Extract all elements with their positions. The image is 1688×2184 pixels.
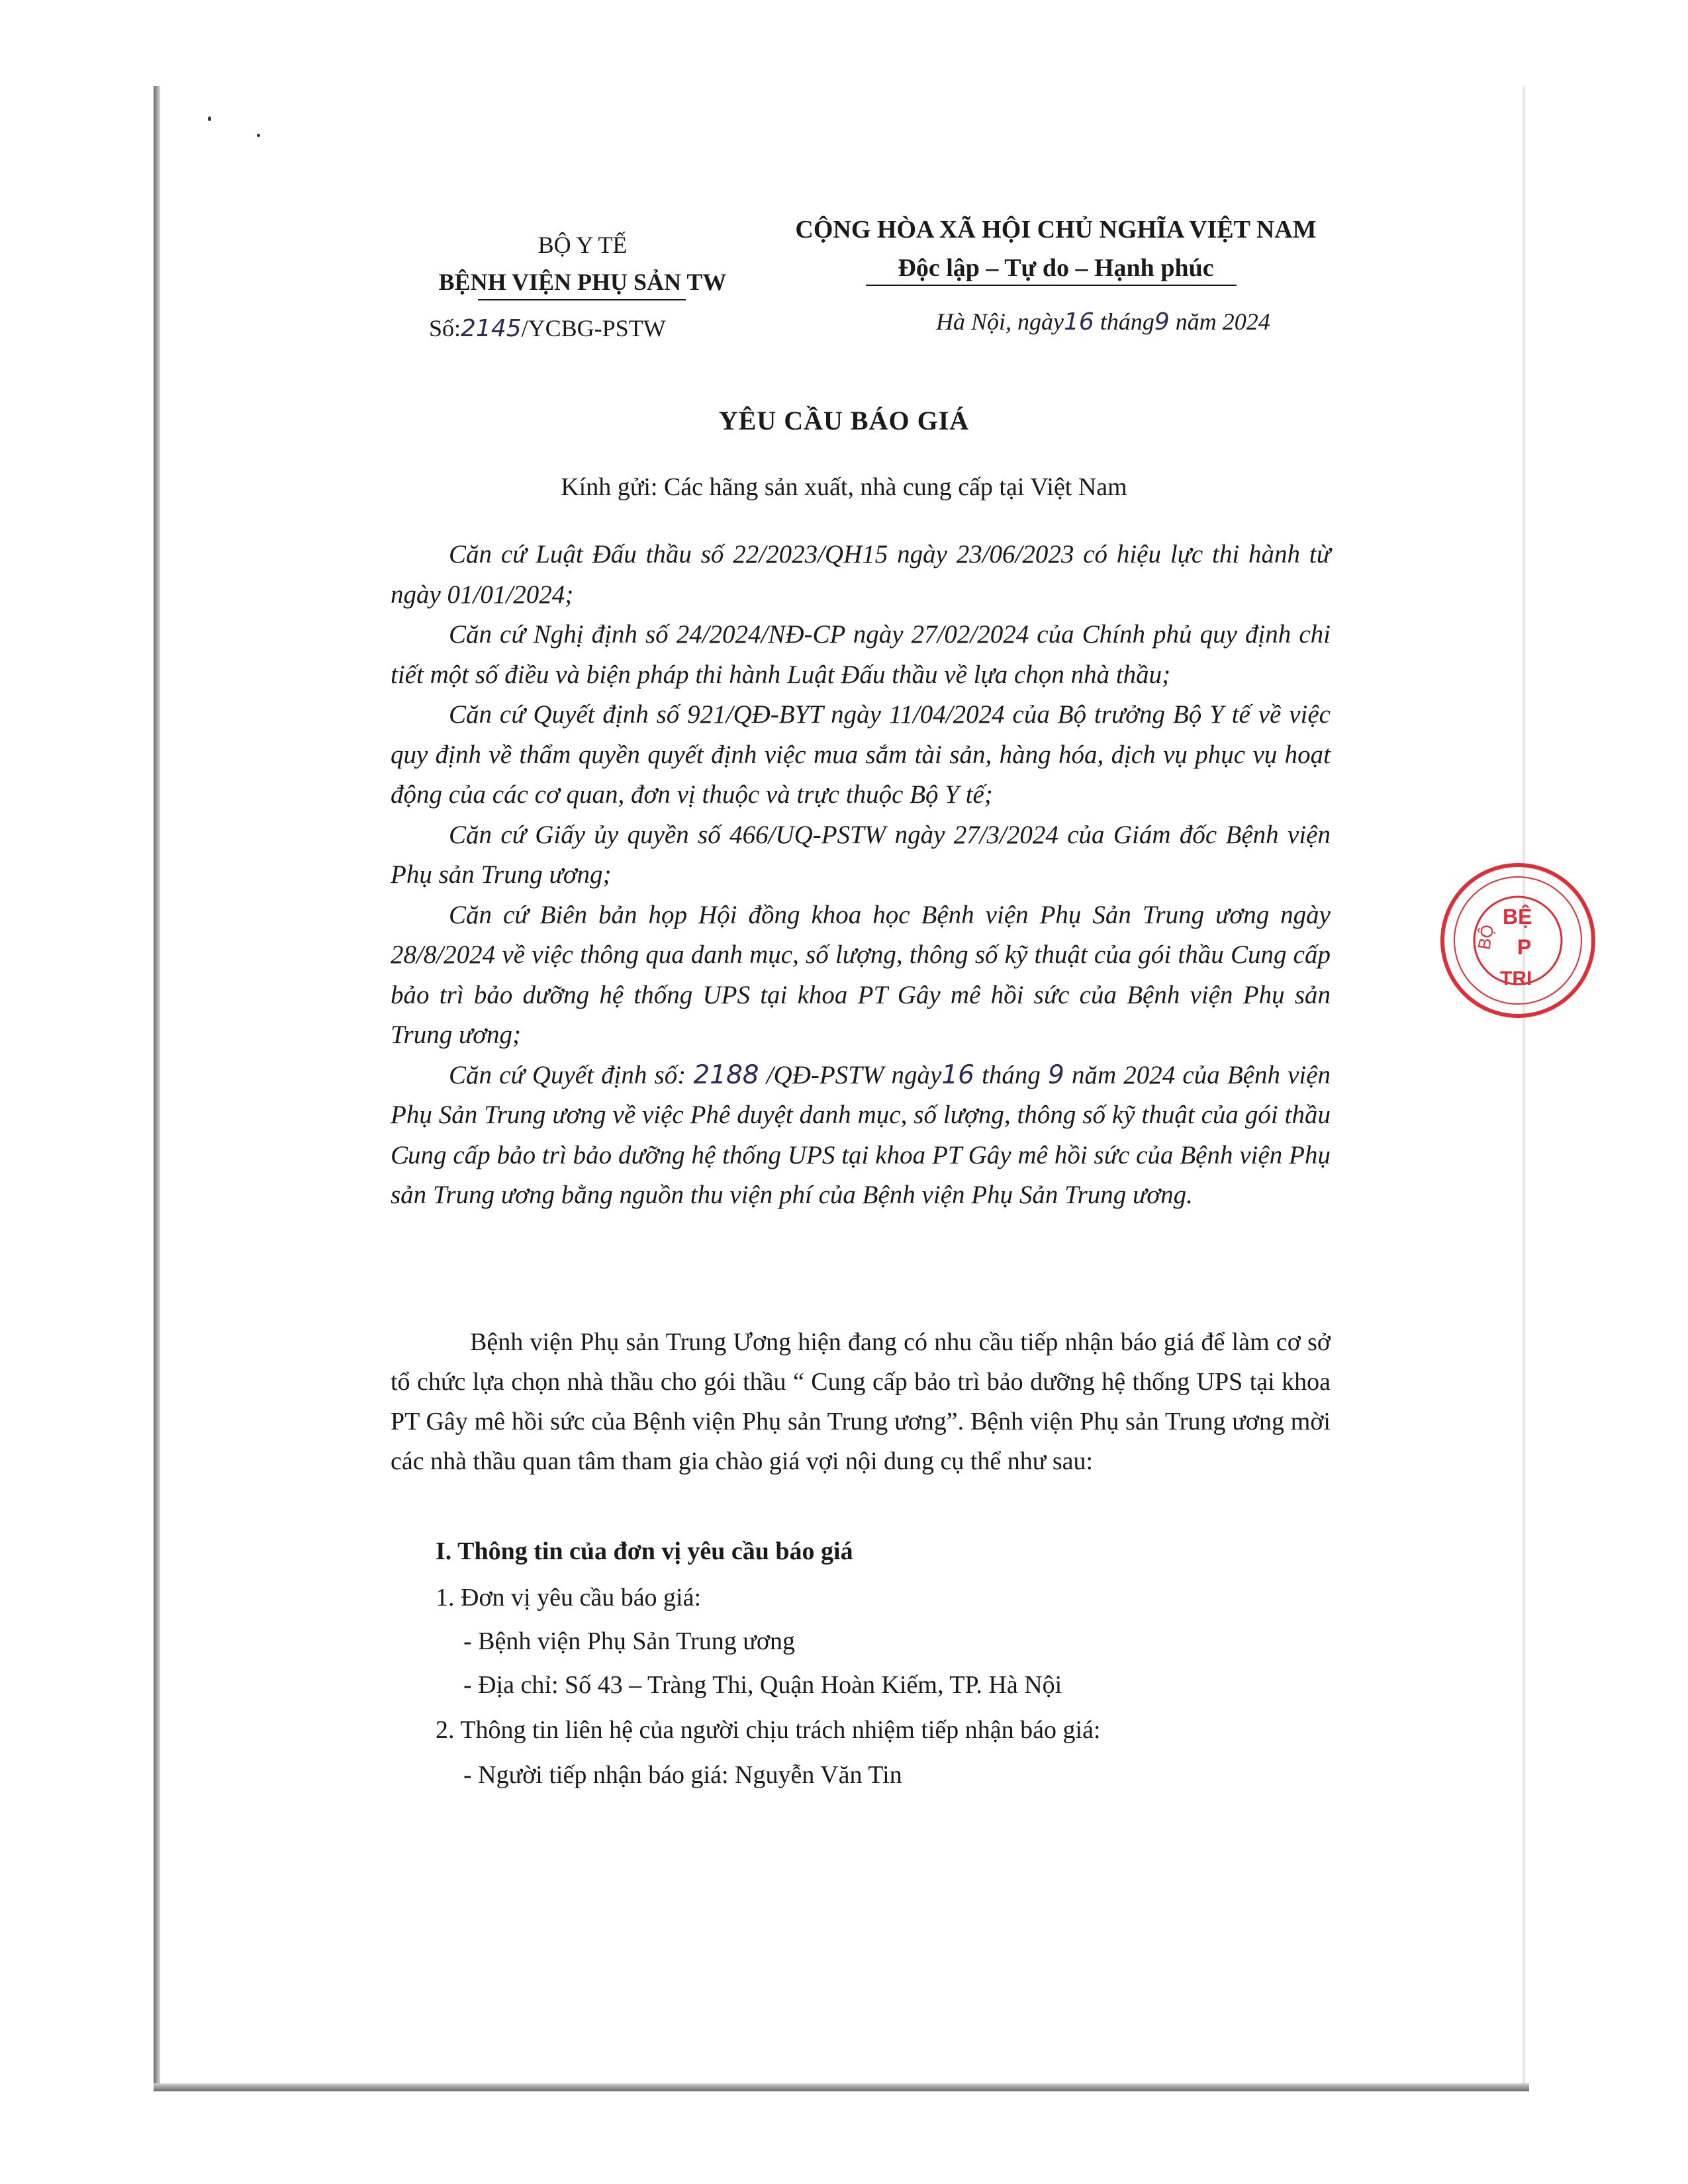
ministry-name: BỘ Y TẾ bbox=[538, 232, 628, 258]
decision-mid2: tháng bbox=[982, 1060, 1041, 1089]
seal-line-3: TRI bbox=[1500, 968, 1532, 989]
seal-line-1: BỆ bbox=[1503, 905, 1532, 929]
issuer-block bbox=[410, 226, 755, 300]
official-seal-icon bbox=[1435, 858, 1601, 1023]
list-item: - Bệnh viện Phụ Sản Trung ương bbox=[463, 1627, 795, 1655]
date-month: 9 bbox=[1154, 308, 1170, 336]
legal-bases bbox=[391, 535, 1331, 1216]
list-item: 1. Đơn vị yêu cầu báo giá: bbox=[436, 1584, 702, 1612]
scan-edge-bottom bbox=[154, 2083, 1529, 2091]
list-item: - Người tiếp nhận báo giá: Nguyễn Văn Tin bbox=[463, 1761, 902, 1789]
legal-basis: Căn cứ Quyết định số 921/QĐ-BYT ngày 11/04/2024 của Bộ trưởng Bộ Y tế về việc quy định về thẩm quyền quyết định việc mua sắm tài sản, hàng hóa, dịch vụ phục vụ hoạt động của các cơ quan, đơn vị thuộc và trực thuộc Bộ Y tế; bbox=[391, 700, 1331, 809]
scan-speck bbox=[257, 134, 260, 137]
seal-line-2: P bbox=[1517, 935, 1532, 959]
decision-rest: năm 2024 của Bệnh viện Phụ Sản Trung ương về việc Phê duyệt danh mục, số lượng, thông số kỹ thuật của gói thầu Cung cấp bảo trì bảo dưỡng hệ thống UPS tại khoa PT Gây mê hồi sức của Bệnh viện Phụ sản Trung ương bằng nguồn thu viện phí của Bệnh viện Phụ Sản Trung ương. bbox=[391, 1060, 1331, 1209]
decision-day-handwritten: 16 bbox=[941, 1060, 974, 1090]
scan-edge-right bbox=[1523, 86, 1525, 2091]
decision-number-handwritten: 2188 bbox=[693, 1060, 759, 1090]
scan-edge-left bbox=[154, 86, 160, 2091]
republic-name: CỘNG HÒA XÃ HỘI CHỦ NGHĨA VIỆT NAM bbox=[795, 216, 1317, 244]
document-title: YÊU CẦU BÁO GIÁ bbox=[718, 406, 970, 435]
recipient-line: Kính gửi: Các hãng sản xuất, nhà cung cấp tại Việt Nam bbox=[561, 473, 1127, 501]
list-item: - Địa chỉ: Số 43 – Tràng Thi, Quận Hoàn Kiếm, TP. Hà Nội bbox=[463, 1671, 1062, 1699]
number-prefix: Số: bbox=[429, 315, 461, 341]
national-header bbox=[768, 210, 1344, 287]
legal-basis: Căn cứ Nghị định số 24/2024/NĐ-CP ngày 27/02/2024 của Chính phủ quy định chi tiết một số điều và biện pháp thi hành Luật Đấu thầu về lựa chọn nhà thầu; bbox=[391, 620, 1331, 689]
number-handwritten: 2145 bbox=[461, 315, 522, 342]
date-year: năm 2024 bbox=[1175, 308, 1270, 335]
seal-side-text: BỘ bbox=[1474, 923, 1498, 952]
legal-basis: Căn cứ Biên bản họp Hội đồng khoa học Bệnh viện Phụ Sản Trung ương ngày 28/8/2024 về việc thông qua danh mục, số lượng, thông số kỹ thuật của gói thầu Cung cấp bảo trì bảo dưỡng hệ thống UPS tại khoa PT Gây mê hồi sức của Bệnh viện Phụ sản Trung ương; bbox=[391, 900, 1331, 1049]
section-heading: I. Thông tin của đơn vị yêu cầu báo giá bbox=[436, 1537, 853, 1565]
legal-basis: Căn cứ Luật Đấu thầu số 22/2023/QH15 ngày 23/06/2023 có hiệu lực thi hành từ ngày 01/01/2024; bbox=[391, 540, 1331, 609]
legal-basis: Căn cứ Giấy ủy quyền số 466/UQ-PSTW ngày 27/3/2024 của Giám đốc Bệnh viện Phụ sản Trung ương; bbox=[391, 820, 1331, 889]
month-word: tháng bbox=[1100, 308, 1154, 335]
date-day: 16 bbox=[1064, 308, 1094, 336]
place-and-date bbox=[936, 303, 1270, 341]
list-item: 2. Thông tin liên hệ của người chịu trách nhiệm tiếp nhận báo giá: bbox=[436, 1716, 1101, 1744]
issuer-underline bbox=[478, 299, 686, 300]
decision-mid1: /QĐ-PSTW ngày bbox=[766, 1060, 942, 1089]
organization-name: BỆNH VIỆN PHỤ SẢN TW bbox=[438, 269, 727, 295]
national-motto: Độc lập – Tự do – Hạnh phúc bbox=[898, 254, 1214, 282]
document-number bbox=[429, 310, 666, 347]
decision-month-handwritten: 9 bbox=[1048, 1060, 1064, 1090]
number-suffix: /YCBG-PSTW bbox=[521, 315, 666, 341]
decision-basis bbox=[391, 1056, 1331, 1216]
request-paragraph: Bệnh viện Phụ sản Trung Ương hiện đang có nhu cầu tiếp nhận báo giá để làm cơ sở tổ chức lựa chọn nhà thầu cho gói thầu “ Cung cấp bảo trì bảo dưỡng hệ thống UPS tại khoa PT Gây mê hồi sức của Bệnh viện Phụ sản Trung ương”. Bệnh viện Phụ sản Trung ương mời các nhà thầu quan tâm tham gia chào giá vợi nội dung cụ thể như sau: bbox=[391, 1328, 1331, 1475]
scan-speck bbox=[208, 116, 211, 121]
motto-underline bbox=[866, 285, 1237, 286]
place-prefix: Hà Nội, ngày bbox=[936, 308, 1064, 335]
decision-prefix: Căn cứ Quyết định số: bbox=[449, 1060, 686, 1089]
